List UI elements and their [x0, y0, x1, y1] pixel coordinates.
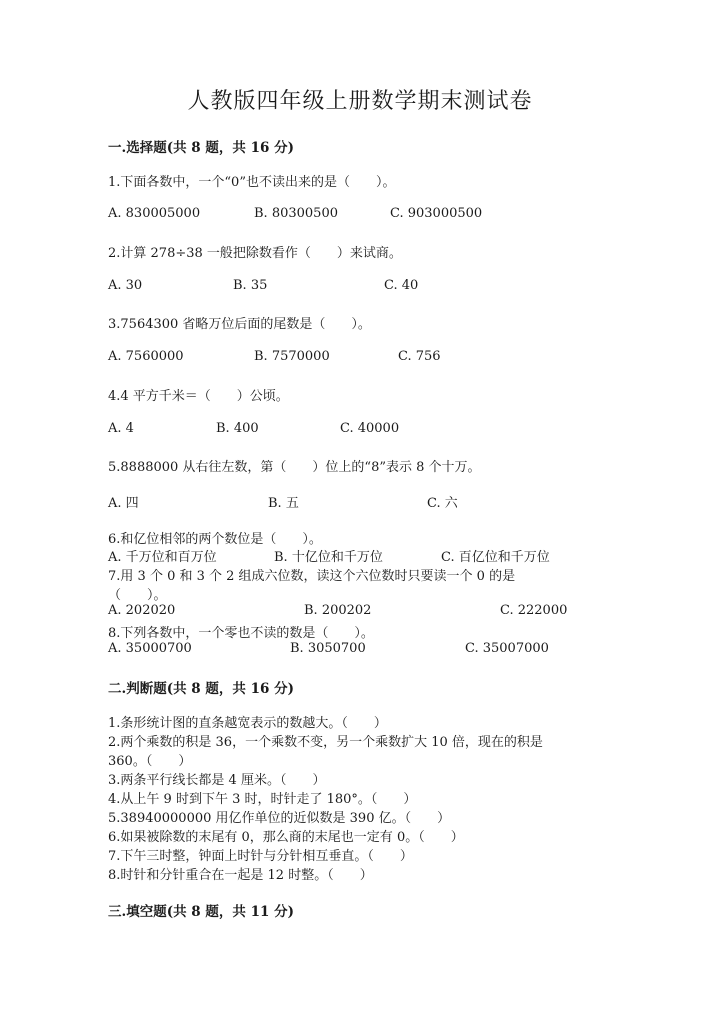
option-a: A. 830005000 — [108, 206, 201, 221]
option-b: B. 200202 — [304, 603, 372, 618]
judgment-item: 7.下午三时整，钟面上时针与分针相互垂直。（ ） — [108, 849, 413, 864]
option-a: A. 202020 — [108, 603, 176, 618]
question-stem: 5.8888000 从右往左数，第（ ）位上的“8”表示 8 个十万。 — [108, 460, 481, 475]
option-c: C. 35007000 — [465, 641, 549, 656]
section-heading-choice: 一.选择题(共 8 题，共 16 分) — [108, 140, 294, 156]
question-stem: 8.下列各数中，一个零也不读的数是（ ）。 — [108, 626, 374, 641]
option-a: A. 35000700 — [108, 641, 192, 656]
option-b: B. 80300500 — [254, 206, 338, 221]
option-c: C. 222000 — [500, 603, 568, 618]
option-c: C. 903000500 — [390, 206, 483, 221]
judgment-item: 5.38940000000 用亿作单位的近似数是 390 亿。（ ） — [108, 811, 451, 826]
option-c: C. 756 — [398, 349, 441, 364]
option-b: B. 7570000 — [254, 349, 330, 364]
question-stem: 3.7564300 省略万位后面的尾数是（ ）。 — [108, 317, 371, 332]
option-b: B. 十亿位和千万位 — [274, 550, 383, 565]
section-heading-judgment: 二.判断题(共 8 题，共 16 分) — [108, 681, 294, 697]
judgment-item-continued: 360。（ ） — [108, 754, 192, 769]
judgment-item: 2.两个乘数的积是 36，一个乘数不变，另一个乘数扩大 10 倍，现在的积是 — [108, 735, 543, 750]
judgment-item: 4.从上午 9 时到下午 3 时，时针走了 180°。（ ） — [108, 792, 417, 807]
option-a: A. 千万位和百万位 — [108, 550, 217, 565]
option-b: B. 400 — [216, 421, 259, 436]
question-stem: 6.和亿位相邻的两个数位是（ ）。 — [108, 532, 322, 547]
option-b: B. 35 — [233, 278, 268, 293]
question-stem: 4.4 平方千米＝（ ）公顷。 — [108, 389, 289, 404]
judgment-item: 3.两条平行线长都是 4 厘米。（ ） — [108, 773, 326, 788]
option-a: A. 四 — [108, 496, 139, 511]
question-stem: 7.用 3 个 0 和 3 个 2 组成六位数，读这个六位数时只要读一个 0 的是 — [108, 569, 516, 584]
option-a: A. 4 — [108, 421, 134, 436]
section-heading-fill-blank: 三.填空题(共 8 题，共 11 分) — [108, 904, 294, 920]
option-c: C. 40000 — [340, 421, 400, 436]
option-b: B. 3050700 — [290, 641, 366, 656]
option-a: A. 30 — [108, 278, 143, 293]
question-stem: 1.下面各数中，一个“0”也不读出来的是（ ）。 — [108, 175, 396, 190]
page-title: 人教版四年级上册数学期末测试卷 — [187, 89, 533, 114]
judgment-item: 8.时针和分针重合在一起是 12 时整。（ ） — [108, 868, 373, 883]
question-stem: 2.计算 278÷38 一般把除数看作（ ）来试商。 — [108, 246, 402, 261]
option-b: B. 五 — [268, 496, 299, 511]
judgment-item: 6.如果被除数的末尾有 0，那么商的末尾也一定有 0。（ ） — [108, 830, 464, 845]
judgment-item: 1.条形统计图的直条越宽表示的数越大。（ ） — [108, 716, 387, 731]
option-c: C. 六 — [427, 496, 458, 511]
option-c: C. 40 — [384, 278, 419, 293]
option-c: C. 百亿位和千万位 — [441, 550, 550, 565]
option-a: A. 7560000 — [108, 349, 184, 364]
question-stem-continued: （ ）。 — [108, 588, 167, 603]
